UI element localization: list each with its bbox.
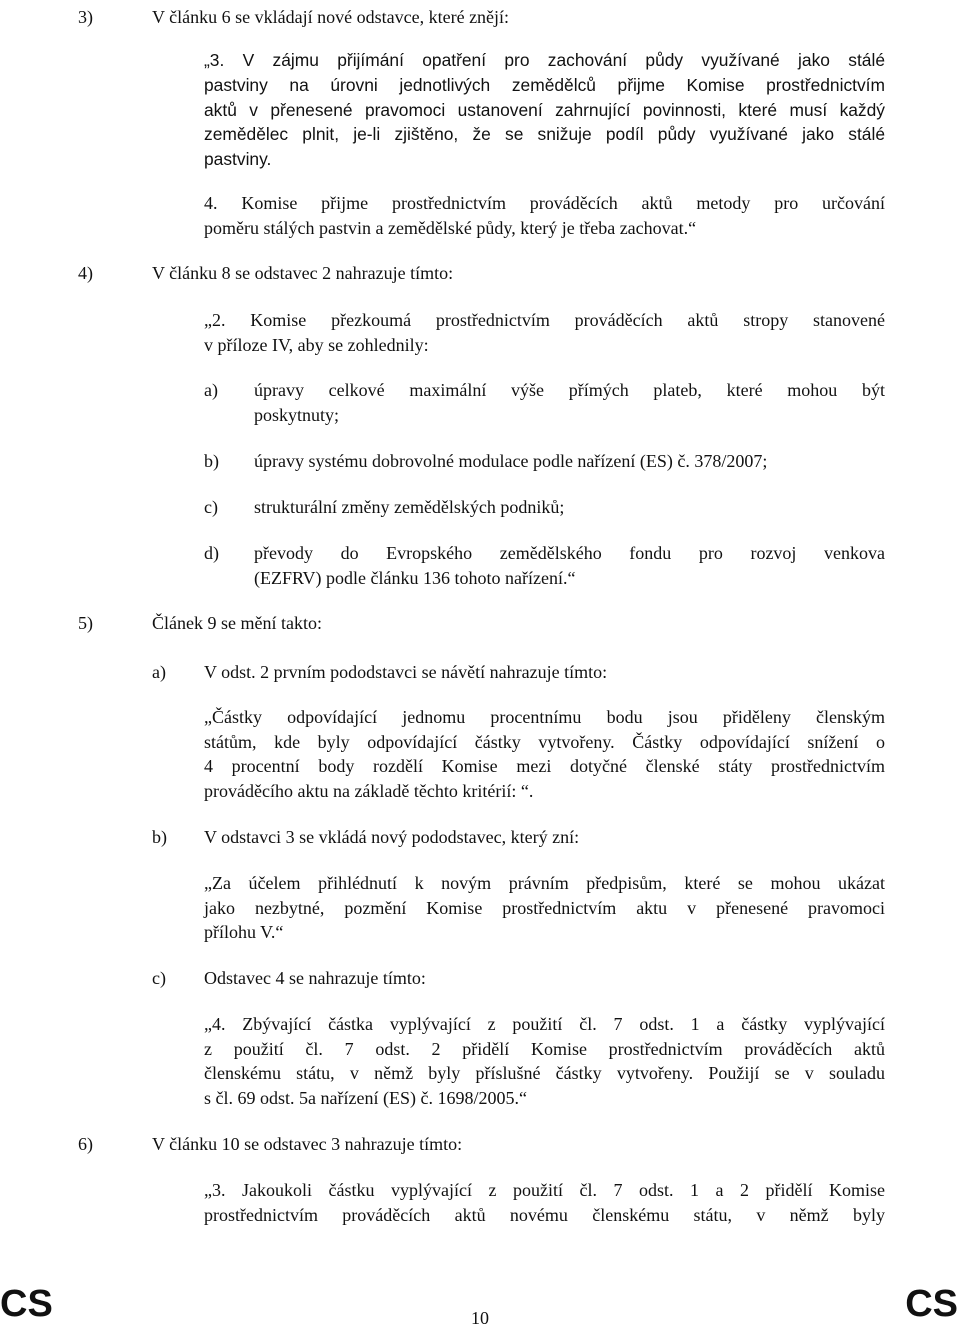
item-5-c-quote-line-1: „4. Zbývající částka vyplývající z použití čl. 7 odst. 1 a částky vyplývající: [204, 1014, 885, 1034]
item-4-d-line-2: (EZFRV) podle článku 136 tohoto nařízení.“: [254, 568, 576, 588]
item-6-quote-line-2: prostřednictvím prováděcích aktů novému členskému státu, v němž byly: [204, 1205, 885, 1225]
item-5-a-quote-line-4: prováděcího aktu na základě těchto kritérií: “.: [204, 781, 534, 801]
footer-language-left: CS: [0, 1283, 53, 1325]
item-3-para3-line-3: aktů v přenesené pravomoci ustanovení zahrnující povinnosti, které musí každý: [204, 100, 885, 120]
item-3-para4-line-2: poměru stálých pastvin a zemědělské půdy, který je třeba zachovat.“: [204, 218, 697, 238]
item-5-b-quote-line-3: přílohu V.“: [204, 922, 284, 942]
item-4-b-line-1: úpravy systému dobrovolné modulace podle nařízení (ES) č. 378/2007;: [254, 451, 768, 471]
item-4-d-line-1: převody do Evropského zemědělského fondu pro rozvoj venkova: [254, 543, 885, 563]
item-3-para4-line-1: 4. Komise přijme prostřednictvím prováděcích aktů metody pro určování: [204, 193, 885, 213]
item-5-a-intro: V odst. 2 prvním pododstavci se návětí nahrazuje tímto:: [204, 662, 608, 682]
item-5-a-quote-line-2: státům, kde byly odpovídající částky vytvořeny. Částky odpovídající snížení o: [204, 732, 885, 752]
item-4-d-label: d): [204, 543, 219, 563]
item-6-quote-line-1: „3. Jakoukoli částku vyplývající z použití čl. 7 odst. 1 a 2 přidělí Komise: [204, 1180, 885, 1200]
item-5-c-intro: Odstavec 4 se nahrazuje tímto:: [204, 968, 426, 988]
item-4-a-line-1: úpravy celkové maximální výše přímých plateb, které mohou být: [254, 380, 885, 400]
item-4-number: 4): [78, 263, 93, 283]
item-4-c-line-1: strukturální změny zemědělských podniků;: [254, 497, 565, 517]
item-5-intro: Článek 9 se mění takto:: [152, 613, 322, 633]
footer-language-right: CS: [905, 1283, 958, 1325]
item-5-a-label: a): [152, 662, 166, 682]
item-4-b-label: b): [204, 451, 219, 471]
item-6-intro: V článku 10 se odstavec 3 nahrazuje tímto:: [152, 1134, 463, 1154]
item-5-a-quote-line-1: „Částky odpovídající jednomu procentnímu bodu jsou přiděleny členským: [204, 707, 885, 727]
item-3-para3-line-2: pastviny na úrovni jednotlivých zemědělců přijme Komise prostřednictvím: [204, 75, 885, 95]
item-3-para3-line-4: zemědělec plnit, je-li zjištěno, že se snižuje podíl půdy využívané jako stálé: [204, 124, 885, 144]
item-5-number: 5): [78, 613, 93, 633]
item-4-c-label: c): [204, 497, 218, 517]
item-5-c-quote-line-4: s čl. 69 odst. 5a nařízení (ES) č. 1698/2005.“: [204, 1088, 527, 1108]
item-3-para3-line-1: „3. V zájmu přijímání opatření pro zachování půdy využívané jako stálé: [204, 50, 885, 70]
item-5-b-quote-line-2: jako nezbytné, pozmění Komise prostřednictvím aktu v přenesené pravomoci: [204, 898, 885, 918]
item-5-b-quote-line-1: „Za účelem přihlédnutí k novým právním předpisům, které se mohou ukázat: [204, 873, 885, 893]
item-5-a-quote-line-3: 4 procentní body rozdělí Komise mezi dotyčné členské státy prostřednictvím: [204, 756, 885, 776]
item-5-b-label: b): [152, 827, 167, 847]
item-3-intro: V článku 6 se vkládají nové odstavce, které znějí:: [152, 7, 510, 27]
item-4-a-label: a): [204, 380, 218, 400]
item-4-a-line-2: poskytnuty;: [254, 405, 340, 425]
page-number: 10: [471, 1308, 489, 1328]
item-4-para-line-2: v příloze IV, aby se zohlednily:: [204, 335, 429, 355]
item-3-number: 3): [78, 7, 93, 27]
item-5-c-quote-line-2: z použití čl. 7 odst. 2 přidělí Komise prostřednictvím prováděcích aktů: [204, 1039, 885, 1059]
item-6-number: 6): [78, 1134, 93, 1154]
item-4-para-line-1: „2. Komise přezkoumá prostřednictvím prováděcích aktů stropy stanovené: [204, 310, 885, 330]
item-5-c-label: c): [152, 968, 166, 988]
item-3-para3-line-5: pastviny.: [204, 149, 272, 169]
item-5-b-intro: V odstavci 3 se vkládá nový pododstavec, který zní:: [204, 827, 580, 847]
item-4-intro: V článku 8 se odstavec 2 nahrazuje tímto:: [152, 263, 454, 283]
item-5-c-quote-line-3: členskému státu, v němž byly příslušné částky vytvořeny. Použijí se v souladu: [204, 1063, 885, 1083]
